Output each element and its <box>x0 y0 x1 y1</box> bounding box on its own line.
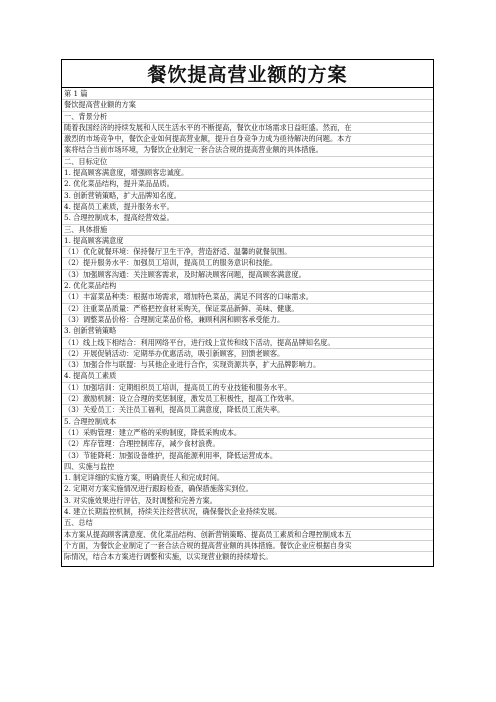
text-line: （3）节能降耗：加强设备维护，提高能源利用率，降低运营成本。 <box>62 451 433 462</box>
text-line: 5. 合理控制成本 <box>62 417 433 428</box>
text-line: （1）采购管理：建立严格的采购制度，降低采购成本。 <box>62 428 433 439</box>
document-body <box>61 88 434 567</box>
text-line: 四、实施与监控 <box>62 462 433 473</box>
text-line: 随着我国经济的持续发展和人民生活水平的不断提高，餐饮业市场需求日益旺盛。然而，在 <box>62 123 433 134</box>
text-line: 案将结合当前市场环境，为餐饮企业制定一套合法合规的提高营业额的具体措施。 <box>62 145 433 156</box>
text-line: 第 1 篇 <box>62 89 433 100</box>
text-line: 五、总结 <box>62 518 433 529</box>
text-line: （2）注重菜品质量：严格把控食材采购关，保证菜品新鲜、美味、健康。 <box>62 304 433 315</box>
text-line: 1. 制定详细的实施方案，明确责任人和完成时间。 <box>62 473 433 484</box>
text-line: 4. 建立长期监控机制，持续关注经营状况，确保餐饮企业持续发展。 <box>62 507 433 518</box>
text-line: （2）提升服务水平：加强员工培训，提高员工的服务意识和技能。 <box>62 258 433 269</box>
text-line: 3. 创新营销策略，扩大品牌知名度。 <box>62 191 433 202</box>
text-line: 5. 合理控制成本，提高经营效益。 <box>62 213 433 224</box>
text-line: 3. 对实施效果进行评估，及时调整和完善方案。 <box>62 496 433 507</box>
text-line: （1）丰富菜品种类：根据市场需求，增加特色菜品，满足不同客的口味需求。 <box>62 292 433 303</box>
title-box <box>61 59 434 88</box>
text-line: （2）库存管理：合理控制库存，减少食材浪费。 <box>62 439 433 450</box>
text-line: 2. 优化菜品结构 <box>62 281 433 292</box>
document-page <box>61 59 434 567</box>
text-line: （3）调整菜品价格：合理制定菜品价格，兼顾利润和顾客承受能力。 <box>62 315 433 326</box>
text-line: 3. 创新营销策略 <box>62 326 433 337</box>
text-line: 个方面，为餐饮企业制定了一套合法合规的提高营业额的具体措施。餐饮企业应根据自身实 <box>62 541 433 552</box>
text-line: 2. 定期对方案实施情况进行跟踪检查，确保措施落实到位。 <box>62 484 433 495</box>
document-title: 餐饮提高营业额的方案 <box>147 64 348 86</box>
text-line: 本方案从提高顾客满意度、优化菜品结构、创新营销策略、提高员工素质和合理控制成本五 <box>62 530 433 541</box>
text-line: （3）关爱员工：关注员工福利，提高员工满意度，降低员工流失率。 <box>62 405 433 416</box>
text-line: 1. 提高顾客满意度 <box>62 236 433 247</box>
text-line: 2. 优化菜品结构，提升菜品品质。 <box>62 179 433 190</box>
text-line: （1）线上线下相结合：利用网络平台，进行线上宣传和线下活动，提高品牌知名度。 <box>62 338 433 349</box>
text-line: 餐饮提高营业额的方案 <box>62 100 433 111</box>
text-line: （2）激励机制：设立合理的奖惩制度，激发员工积极性，提高工作效率。 <box>62 394 433 405</box>
text-line: （1）加强培训：定期组织员工培训，提高员工的专业技能和服务水平。 <box>62 383 433 394</box>
text-line: 际情况，结合本方案进行调整和实施，以实现营业额的持续增长。 <box>64 552 273 562</box>
text-line: 1. 提高顾客满意度，增强顾客忠诚度。 <box>62 168 433 179</box>
text-line: 一、背景分析 <box>62 112 433 123</box>
text-line: 4. 提高员工素质 <box>62 371 433 382</box>
text-line: （3）加强顾客沟通：关注顾客需求，及时解决顾客问题，提高顾客满意度。 <box>62 270 433 281</box>
text-line: 激烈的市场竞争中，餐饮企业如何提高营业额，提升自身竞争力成为亟待解决的问题。本方 <box>62 134 433 145</box>
text-line: 三、具体措施 <box>62 225 433 236</box>
text-line: （2）开展促销活动：定期举办优惠活动，吸引新顾客，回馈老顾客。 <box>62 349 433 360</box>
text-line: 二、目标定位 <box>62 157 433 168</box>
text-line: （1）优化就餐环境：保持餐厅卫生干净，营造舒适、温馨的就餐氛围。 <box>62 247 433 258</box>
text-line: 4. 提高员工素质，提升服务水平。 <box>62 202 433 213</box>
text-line: （3）加强合作与联盟：与其他企业进行合作，实现资源共享，扩大品牌影响力。 <box>62 360 433 371</box>
